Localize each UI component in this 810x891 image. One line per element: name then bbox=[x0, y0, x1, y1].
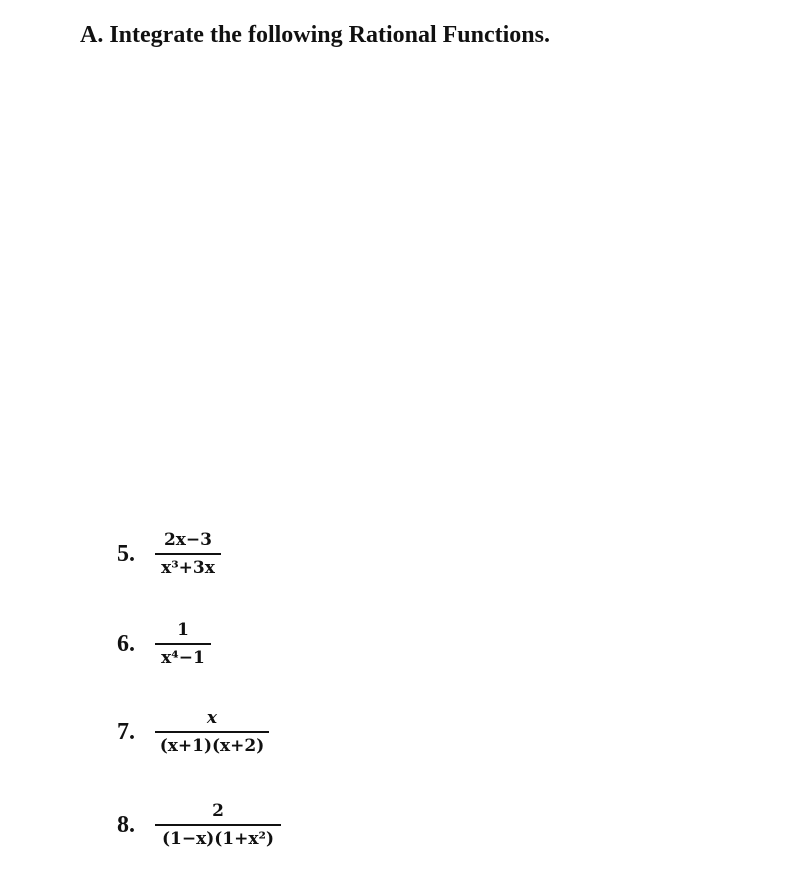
problem-number: 7. bbox=[117, 718, 135, 745]
fraction bbox=[155, 801, 281, 849]
denominator: x⁴−1 bbox=[161, 648, 205, 668]
fraction bbox=[155, 708, 269, 756]
numerator: x bbox=[206, 708, 218, 728]
problem-number: 6. bbox=[117, 630, 135, 657]
section-heading: A. Integrate the following Rational Functions. bbox=[80, 22, 550, 48]
numerator: 1 bbox=[177, 620, 189, 640]
numerator: 2 bbox=[212, 801, 224, 821]
denominator: (1−x)(1+x²) bbox=[161, 829, 275, 849]
denominator: x³+3x bbox=[161, 558, 215, 578]
problem-number: 8. bbox=[117, 811, 135, 838]
fraction bbox=[155, 530, 221, 578]
problem-6 bbox=[117, 620, 211, 668]
problem-7 bbox=[117, 708, 269, 756]
problem-number: 5. bbox=[117, 540, 135, 567]
problem-8 bbox=[117, 801, 281, 849]
numerator: 2x−3 bbox=[163, 530, 213, 550]
problem-5 bbox=[117, 530, 221, 578]
fraction bbox=[155, 620, 211, 668]
denominator: (x+1)(x+2) bbox=[159, 736, 265, 756]
